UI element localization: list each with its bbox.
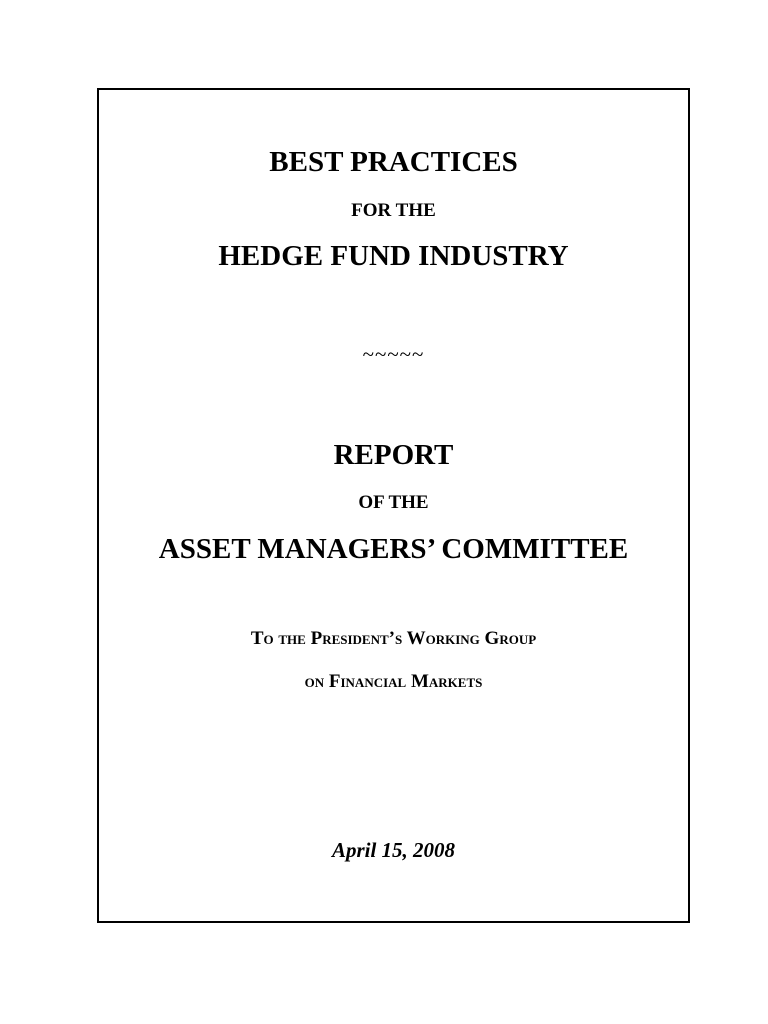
- report-of-the: OF THE: [358, 492, 429, 513]
- report-date: April 15, 2008: [331, 838, 456, 862]
- committee-name: ASSET MANAGERS’ COMMITTEE: [158, 533, 629, 565]
- addressee-line-1: To the President’s Working Group: [250, 628, 537, 649]
- title-hedge-fund-industry: HEDGE FUND INDUSTRY: [218, 240, 569, 272]
- cover-frame: [97, 88, 690, 923]
- tilde-separator: ~~~~~: [362, 342, 425, 366]
- report-heading: REPORT: [333, 439, 454, 471]
- title-best-practices: BEST PRACTICES: [269, 146, 518, 178]
- addressee-line-2: on Financial Markets: [304, 671, 483, 692]
- title-for-the: FOR THE: [351, 200, 436, 221]
